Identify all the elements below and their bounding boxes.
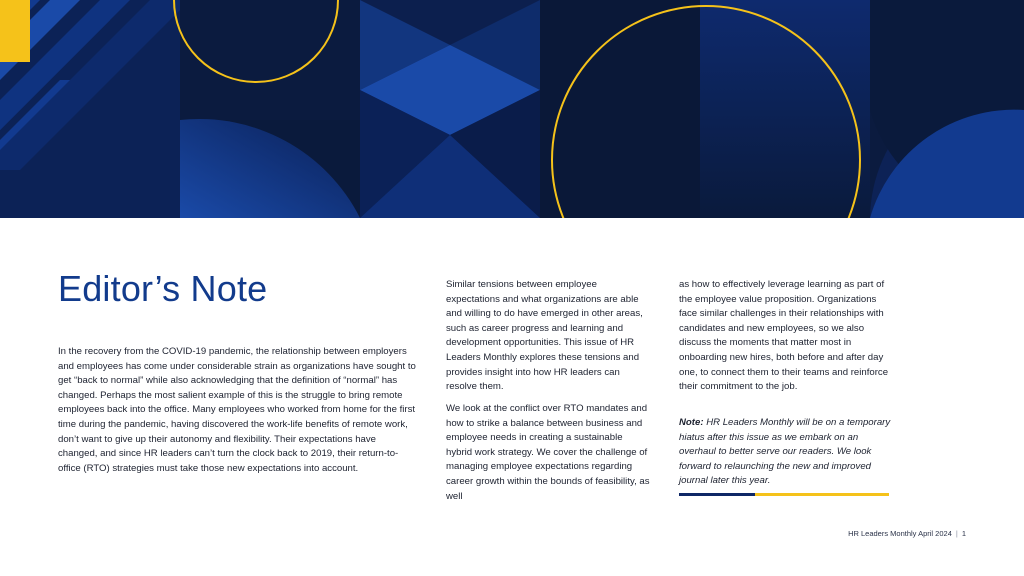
triangles-shape [360,0,540,218]
gold-accent-block [0,0,30,62]
article-paragraph: Similar tensions between employee expectations and what organizations are able and willing to do have emerged in other areas, such as career progress and learning and development opportunities. This issue of HR Leaders Monthly explores these tensions and provides insight into how HR leaders can resolve them. [446,279,643,393]
note-text: HR Leaders Monthly will be on a temporary hiatus after this issue as we embark on an overhaul to better serve our readers. We look forward to relaunching the new and improved journal later this year. [679,417,891,487]
page-title: Editor’s Note [58,268,268,309]
article-paragraph: We look at the conflict over RTO mandates and how to strike a balance between business and employee needs in creating a sustainable hybrid work strategy. We cover the challenge of managing employee expectations regarding career growth within the bounds of feasibility, as well [446,403,650,502]
note-divider-accent [755,493,889,496]
footer-separator: | [955,529,958,538]
note-divider [679,493,755,496]
note-label: Note: [679,417,704,428]
article-paragraph: In the recovery from the COVID-19 pandemic, the relationship between employers and employees has come under considerable strain as organizations have sought to get “back to normal” while also acknowledging that the definition of “normal” has changed. Perhaps the most salient example of this is the struggle to bring remote employees back into the office. Many employees who worked from home for the first time during the pandemic, having discovered the work-life benefits of remote work, don’t want to give up their autonomy and flexibility. Their expectations have changed, and since HR leaders can’t turn the clock back to 2019, their return-to-office (RTO) strategies must take those new expectations into account. [58,346,416,474]
page-footer [780,529,966,538]
header-banner [0,0,1024,218]
decorative-geometric-pattern [0,0,1024,218]
page-number: 1 [961,529,966,538]
article-paragraph: as how to effectively leverage learning as part of the employee value proposition. Organizations face similar challenges in their relationships with candidates and new employees, so we also discuss the moments that matter most in onboarding new hires, both before and after day one, to connect them to their teams and reinforce their commitment to the job. [679,279,889,393]
editor-note [679,416,891,489]
publication-info: HR Leaders Monthly April 2024 [848,529,952,538]
